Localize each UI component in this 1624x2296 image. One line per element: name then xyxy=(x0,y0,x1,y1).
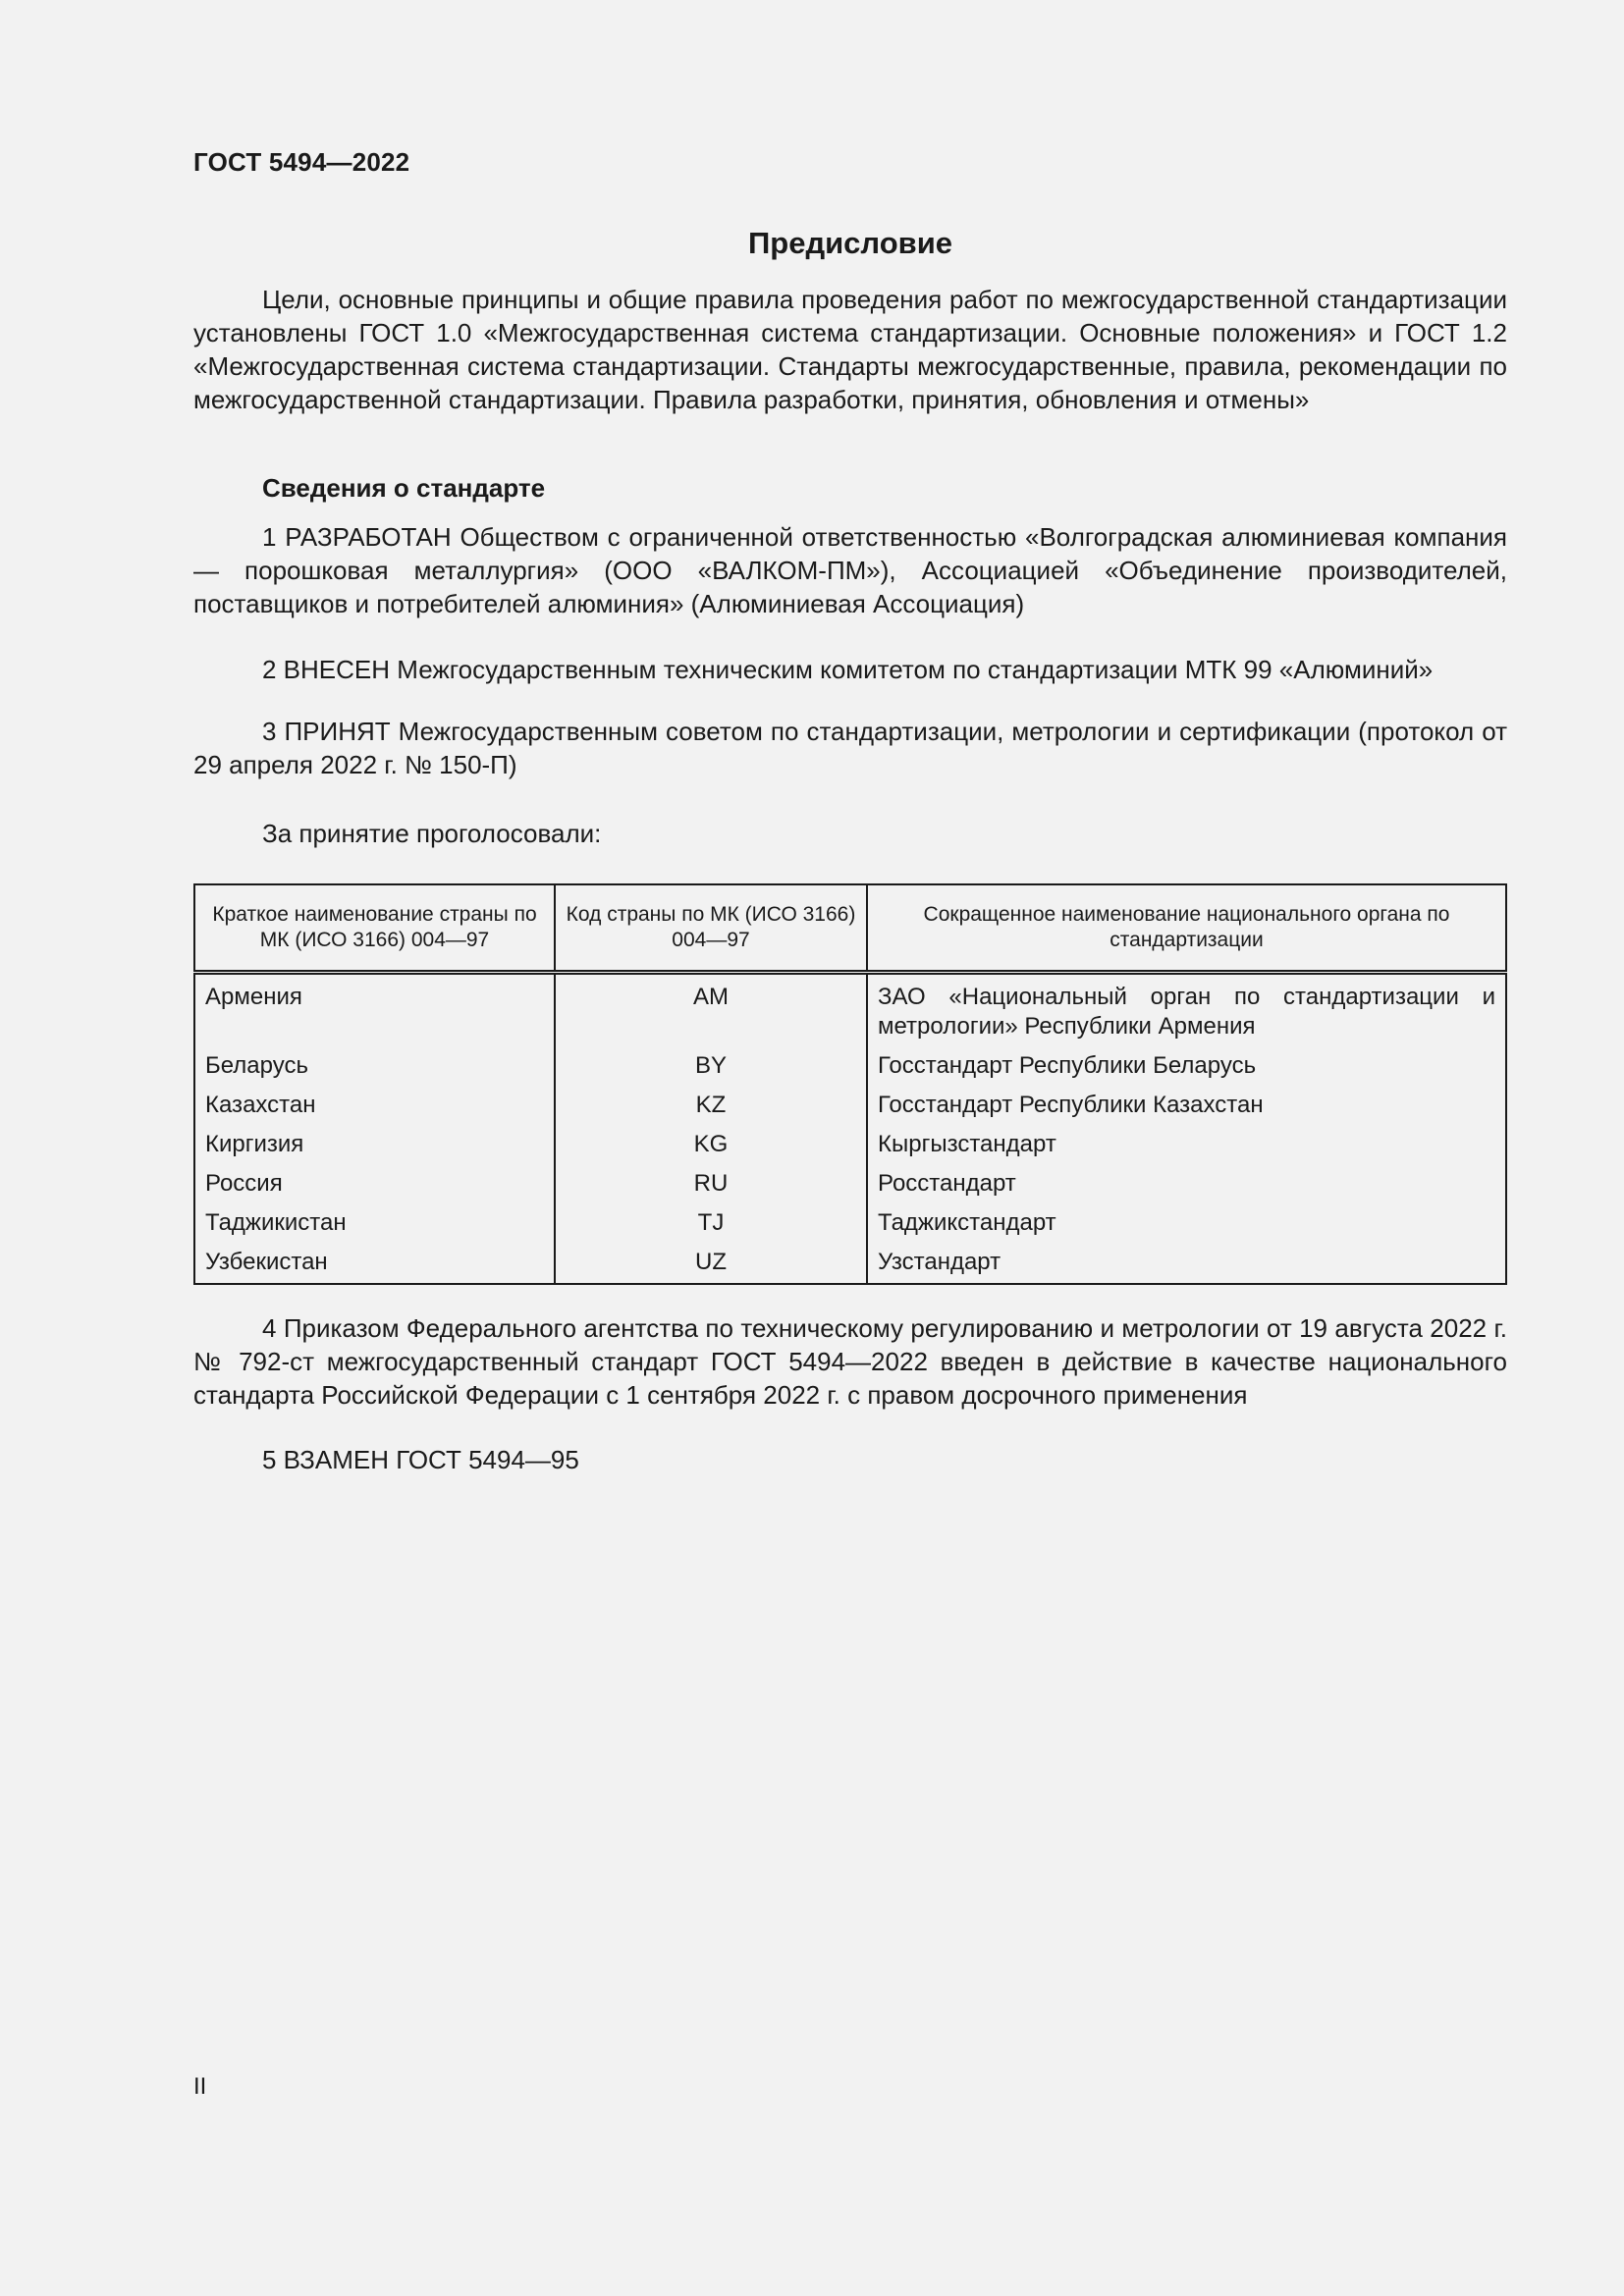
document-code: ГОСТ 5494—2022 xyxy=(193,147,410,177)
standards-body: Госстандарт Республики Беларусь xyxy=(867,1047,1506,1087)
intro-paragraph: Цели, основные принципы и общие правила проведения работ по межгосударственной стандартизации установлены ГОСТ 1.0 «Межгосударственная система стандартизации. Основные положения» и ГОСТ 1.2 «Межгосударственная система стандартизации. Стандарты межгосударственные, правила, рекомендации по межгосударственной стандартизации. Правила разработки, принятия, обновления и отмены» xyxy=(193,285,1507,414)
header-country-code: Код страны по МК (ИСО 3166) 004—97 xyxy=(555,884,867,973)
country-name: Узбекистан xyxy=(194,1244,555,1284)
country-code: AM xyxy=(555,973,867,1048)
voting-countries-table xyxy=(193,883,1507,1285)
table-row xyxy=(194,1204,1506,1244)
header-country-name: Краткое наименование страны по МК (ИСО 3166) 004—97 xyxy=(194,884,555,973)
standards-body: Кыргызстандарт xyxy=(867,1126,1506,1165)
country-code: KZ xyxy=(555,1087,867,1126)
country-code: KG xyxy=(555,1126,867,1165)
page-number: II xyxy=(193,2073,207,2100)
country-code: RU xyxy=(555,1165,867,1204)
item-enacted: 4 Приказом Федерального агентства по техническому регулированию и метрологии от 19 августа 2022 г. № 792-ст межгосударственный стандарт ГОСТ 5494—2022 введен в действие в качестве национального стандарта Российской Федерации с 1 сентября 2022 г. с правом досрочного применения xyxy=(193,1313,1507,1410)
standards-body: Узстандарт xyxy=(867,1244,1506,1284)
table-row xyxy=(194,1165,1506,1204)
standards-body: Таджикстандарт xyxy=(867,1204,1506,1244)
standards-body: Госстандарт Республики Казахстан xyxy=(867,1087,1506,1126)
item-adopted: 3 ПРИНЯТ Межгосударственным советом по стандартизации, метрологии и сертификации (протокол от 29 апреля 2022 г. № 150-П) xyxy=(193,717,1507,779)
country-name: Россия xyxy=(194,1165,555,1204)
standards-body: Росстандарт xyxy=(867,1165,1506,1204)
country-name: Киргизия xyxy=(194,1126,555,1165)
country-name: Армения xyxy=(194,973,555,1048)
item-submitted: 2 ВНЕСЕН Межгосударственным техническим комитетом по стандартизации МТК 99 «Алюминий» xyxy=(262,655,1434,684)
country-code: BY xyxy=(555,1047,867,1087)
info-heading: Сведения о стандарте xyxy=(262,473,546,503)
table-row xyxy=(194,973,1506,1048)
country-name: Таджикистан xyxy=(194,1204,555,1244)
vote-intro: За принятие проголосовали: xyxy=(262,819,602,848)
table-header-row xyxy=(194,884,1506,973)
table-row xyxy=(194,1244,1506,1284)
page-title: Предисловие xyxy=(747,226,952,260)
country-code: TJ xyxy=(555,1204,867,1244)
table-row xyxy=(194,1126,1506,1165)
country-name: Беларусь xyxy=(194,1047,555,1087)
header-standards-body: Сокращенное наименование национального органа по стандартизации xyxy=(867,884,1506,973)
country-code: UZ xyxy=(555,1244,867,1284)
item-replaces: 5 ВЗАМЕН ГОСТ 5494—95 xyxy=(262,1445,579,1474)
country-name: Казахстан xyxy=(194,1087,555,1126)
table-row xyxy=(194,1047,1506,1087)
table-row xyxy=(194,1087,1506,1126)
standards-body: ЗАО «Национальный орган по стандартизации и метрологии» Республики Армения xyxy=(867,973,1506,1048)
item-developed: 1 РАЗРАБОТАН Обществом с ограниченной ответственностью «Волгоградская алюминиевая компания — порошковая металлургия» (ООО «ВАЛКОМ-ПМ»), Ассоциацией «Объединение производителей, поставщиков и потребителей алюминия» (Алюминиевая Ассоциация) xyxy=(193,522,1507,618)
